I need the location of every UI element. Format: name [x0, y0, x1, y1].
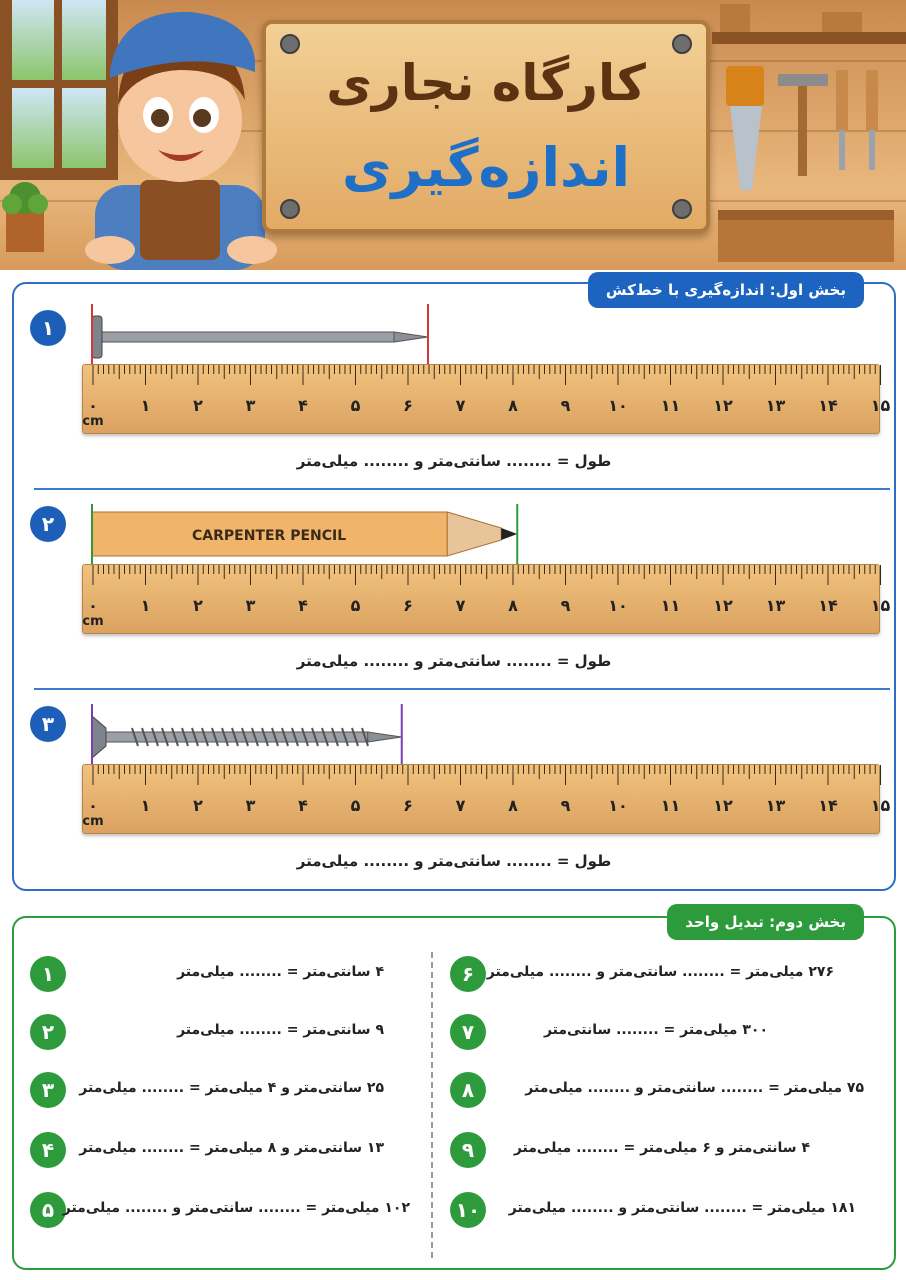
- ruler-label: ۱۵: [870, 596, 891, 615]
- conversion-item: ۱۰۲ میلی‌متر = ........ سانتی‌متر و ........ میلی‌متر: [62, 1200, 410, 1216]
- ruler-label: ۱۳: [765, 396, 786, 415]
- item-number: ۷: [450, 1014, 486, 1050]
- ruler-label: ۱۰: [608, 796, 628, 815]
- item-number: ۸: [450, 1072, 486, 1108]
- item-number: ۵: [30, 1192, 66, 1228]
- ruler-label: ۹: [560, 796, 571, 815]
- ruler-label: ۶: [403, 396, 413, 415]
- ruler-label: ۱۴: [818, 596, 838, 615]
- tools-shelf-illustration: [712, 0, 906, 270]
- ruler-label: ۱۱: [660, 796, 681, 815]
- ruler-label: ۳: [245, 596, 256, 615]
- ruler-unit: cm: [82, 814, 104, 829]
- ruler-label: ۵: [350, 796, 361, 815]
- ruler-label: ۷: [455, 796, 466, 815]
- ruler-label: ۴: [298, 596, 308, 615]
- ruler-label: ۱۲: [713, 396, 733, 415]
- item-number: ۱: [30, 956, 66, 992]
- conversion-item: ۴ سانتی‌متر = ........ میلی‌متر: [177, 964, 384, 980]
- ruler-label: ۰: [88, 596, 98, 615]
- ruler-label: ۱۵: [870, 396, 891, 415]
- ruler-label: ۳: [245, 396, 256, 415]
- ruler-scale: [82, 365, 891, 433]
- ruler-label: ۱: [140, 396, 151, 415]
- section1-badge: بخش اول: اندازه‌گیری با خط‌کش: [588, 272, 864, 308]
- ruler-label: ۱۳: [765, 796, 786, 815]
- ruler: [82, 364, 891, 434]
- ruler-label: ۱۴: [818, 396, 838, 415]
- question-number: ۳: [30, 706, 66, 742]
- conversion-item: ۲۷۶ میلی‌متر = ........ سانتی‌متر و ........ میلی‌متر: [486, 964, 834, 980]
- ruler-label: ۴: [298, 796, 308, 815]
- carpenter-boy-illustration: [80, 0, 280, 270]
- ruler-label: ۹: [560, 396, 571, 415]
- ruler-label: ۵: [350, 596, 361, 615]
- ruler-label: ۷: [455, 596, 466, 615]
- ruler: [82, 564, 891, 634]
- ruler-label: ۱۲: [713, 796, 733, 815]
- ruler-label: ۱: [140, 796, 151, 815]
- divider: [34, 688, 890, 690]
- conversion-item: ۴ سانتی‌متر و ۶ میلی‌متر = ........ میلی‌متر: [513, 1140, 810, 1156]
- item-number: ۶: [450, 956, 486, 992]
- ruler-label: ۷: [455, 396, 466, 415]
- divider: [34, 488, 890, 490]
- pencil-label: CARPENTER PENCIL: [192, 528, 347, 544]
- item-number: ۲: [30, 1014, 66, 1050]
- ruler-label: ۴: [298, 396, 308, 415]
- conversion-item: ۹ سانتی‌متر = ........ میلی‌متر: [177, 1022, 384, 1038]
- page-title: کارگاه نجاری: [326, 54, 646, 112]
- ruler-label: ۳: [245, 796, 256, 815]
- item-number: ۳: [30, 1072, 66, 1108]
- item-number: ۱۰: [450, 1192, 486, 1228]
- ruler-unit: cm: [82, 614, 104, 629]
- item-number: ۴: [30, 1132, 66, 1168]
- ruler-label: ۲: [193, 596, 203, 615]
- ruler-label: ۱: [140, 596, 151, 615]
- ruler-scale: [82, 565, 891, 633]
- conversion-item: ۱۳ سانتی‌متر و ۸ میلی‌متر = ........ میلی‌متر: [79, 1140, 384, 1156]
- ruler-label: ۱۱: [660, 396, 681, 415]
- ruler: [82, 764, 891, 834]
- measure-section: [12, 282, 896, 891]
- ruler-label: ۶: [403, 796, 413, 815]
- question-number: ۱: [30, 310, 66, 346]
- column-divider: [431, 952, 433, 1258]
- ruler-label: ۲: [193, 796, 203, 815]
- plant-icon: [0, 170, 60, 260]
- ruler-label: ۸: [508, 396, 518, 415]
- ruler-unit: cm: [82, 414, 104, 429]
- ruler-label: ۹: [560, 596, 571, 615]
- ruler-label: ۱۰: [608, 396, 628, 415]
- conversion-item: ۱۸۱ میلی‌متر = ........ سانتی‌متر و ........ میلی‌متر: [508, 1200, 856, 1216]
- ruler-label: ۶: [403, 596, 413, 615]
- length-answer-line: طول = ........ سانتی‌متر و ........ میلی‌متر: [296, 852, 612, 870]
- ruler-label: ۱۳: [765, 596, 786, 615]
- section2-badge: بخش دوم: تبدیل واحد: [667, 904, 864, 940]
- ruler-label: ۸: [508, 796, 518, 815]
- question-number: ۲: [30, 506, 66, 542]
- ruler-label: ۸: [508, 596, 518, 615]
- length-answer-line: طول = ........ سانتی‌متر و ........ میلی‌متر: [296, 452, 612, 470]
- ruler-label: ۱۵: [870, 796, 891, 815]
- item-number: ۹: [450, 1132, 486, 1168]
- ruler-label: ۲: [193, 396, 203, 415]
- ruler-label: ۰: [88, 796, 98, 815]
- ruler-scale: [82, 765, 891, 833]
- ruler-label: ۱۰: [608, 596, 628, 615]
- length-answer-line: طول = ........ سانتی‌متر و ........ میلی‌متر: [296, 652, 612, 670]
- ruler-label: ۱۲: [713, 596, 733, 615]
- conversion-item: ۳۰۰ میلی‌متر = ........ سانتی‌متر: [543, 1022, 768, 1038]
- page-subtitle: اندازه‌گیری: [342, 136, 630, 199]
- conversion-section: [12, 913, 896, 1270]
- conversion-item: ۲۵ سانتی‌متر و ۴ میلی‌متر = ........ میلی‌متر: [79, 1080, 384, 1096]
- ruler-label: ۰: [88, 396, 98, 415]
- title-sign: [262, 20, 710, 233]
- conversion-item: ۷۵ میلی‌متر = ........ سانتی‌متر و ........ میلی‌متر: [525, 1080, 864, 1096]
- header-banner: [0, 0, 906, 270]
- ruler-label: ۱۱: [660, 596, 681, 615]
- ruler-label: ۱۴: [818, 796, 838, 815]
- ruler-label: ۵: [350, 396, 361, 415]
